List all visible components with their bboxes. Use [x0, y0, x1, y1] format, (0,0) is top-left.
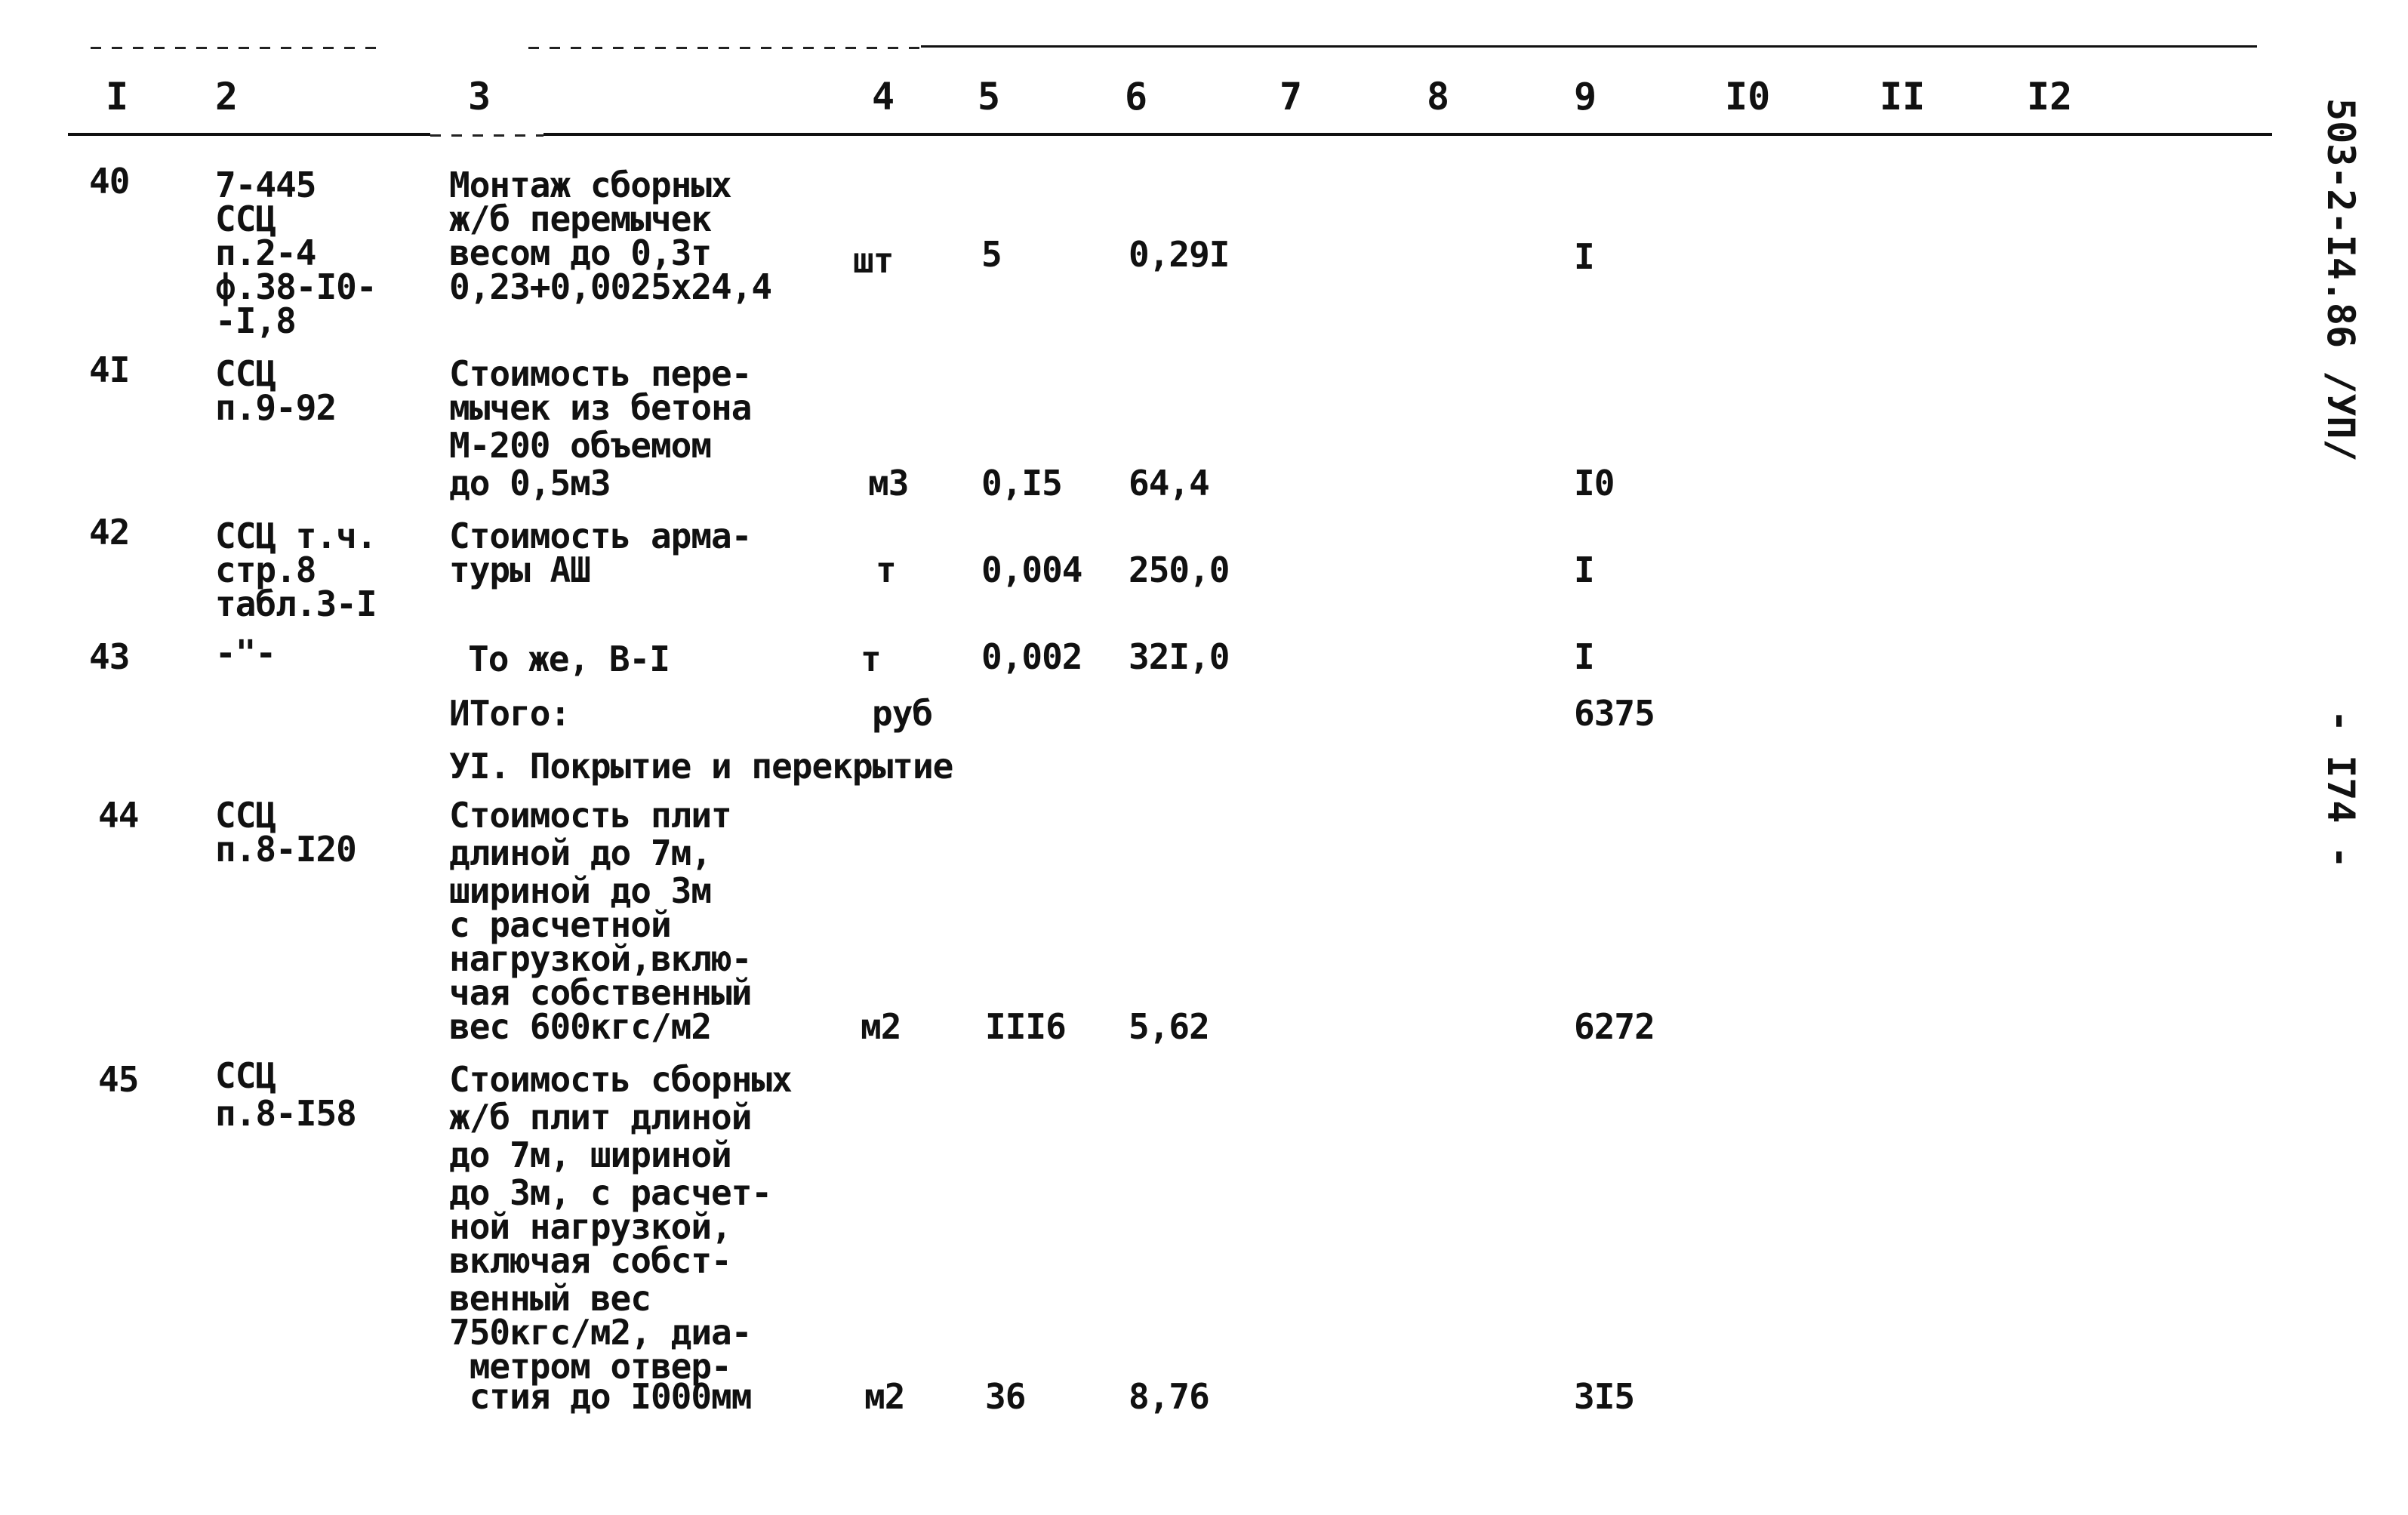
row-unit: шт — [853, 240, 894, 281]
col-header-7: 7 — [1279, 75, 1303, 119]
row-quantity: 36 — [985, 1376, 1026, 1417]
row-desc-line: с расчетной — [449, 904, 671, 945]
row-desc-line: метром отвер- — [449, 1346, 731, 1387]
col-header-3: 3 — [468, 75, 491, 119]
col-header-2: 2 — [215, 75, 239, 119]
row-ref-line: ССЦ — [215, 1055, 276, 1096]
row-ref-line: стр.8 — [215, 550, 316, 590]
row-unit: м2 — [861, 1006, 901, 1047]
row-col9-value: 3I5 — [1574, 1376, 1635, 1417]
row-price: 32I,0 — [1129, 636, 1230, 677]
total-unit: руб — [872, 693, 933, 734]
row-ref-line: 7-445 — [215, 165, 316, 205]
row-price: 8,76 — [1129, 1376, 1209, 1417]
row-quantity: 0,004 — [981, 550, 1082, 590]
row-col9-value: I — [1574, 550, 1594, 590]
row-desc-line: до 3м, с расчет- — [449, 1172, 772, 1213]
row-desc-line: Монтаж сборных — [449, 165, 731, 205]
row-desc-line: вес 600кгс/м2 — [449, 1006, 712, 1047]
row-desc-line: весом до 0,3т — [449, 232, 712, 273]
row-desc-line: длиной до 7м, — [449, 833, 712, 873]
col-header-10: I0 — [1725, 75, 1771, 119]
row-ref-line: ССЦ — [215, 353, 276, 394]
top-rule-dashed-left — [91, 47, 377, 49]
row-ref-line: ф.38-I0- — [215, 266, 377, 307]
row-desc-line: включая собст- — [449, 1240, 731, 1281]
row-desc-line: Стоимость сборных — [449, 1059, 792, 1100]
row-number: 42 — [89, 512, 130, 553]
row-unit: м3 — [868, 463, 909, 503]
total-label: ИТого: — [449, 693, 571, 734]
row-desc-line: Стоимость арма- — [449, 516, 752, 556]
row-desc-line: туры АШ — [449, 550, 590, 590]
total-value: 6375 — [1574, 693, 1655, 734]
header-bottom-rule — [68, 133, 430, 136]
row-col9-value: I0 — [1574, 463, 1615, 503]
row-desc-line: венный вес — [449, 1278, 651, 1319]
row-ref-line: ССЦ т.ч. — [215, 516, 377, 556]
col-header-11: II — [1880, 75, 1926, 119]
row-quantity: 0,I5 — [981, 463, 1062, 503]
col-header-4: 4 — [872, 75, 895, 119]
row-desc-line: ж/б перемычек — [449, 199, 712, 239]
row-number: 45 — [98, 1059, 139, 1100]
row-desc-line: То же, В-I — [468, 639, 670, 679]
row-desc-line: ной нагрузкой, — [449, 1206, 731, 1247]
row-price: 64,4 — [1129, 463, 1209, 503]
row-ref-line: табл.3-I — [215, 584, 377, 624]
row-price: 250,0 — [1129, 550, 1230, 590]
row-desc-line: до 7м, шириной — [449, 1135, 731, 1175]
row-unit: т — [861, 639, 881, 679]
row-ref-line: -I,8 — [215, 300, 296, 341]
row-ref-line: п.8-I58 — [215, 1093, 356, 1134]
row-quantity: 5 — [981, 234, 1002, 275]
row-ref-line: -"- — [215, 633, 276, 673]
row-col9-value: 6272 — [1574, 1006, 1655, 1047]
row-desc-line: ж/б плит длиной — [449, 1097, 752, 1138]
row-desc-line: шириной до 3м — [449, 870, 712, 911]
row-ref-line: п.2-4 — [215, 232, 316, 273]
row-ref-line: ССЦ — [215, 199, 276, 239]
row-col9-value: I — [1574, 636, 1594, 677]
col-header-5: 5 — [978, 75, 1001, 119]
row-desc-line: чая собственный — [449, 972, 752, 1013]
section-heading: УI. Покрытие и перекрытие — [449, 746, 953, 787]
header-bottom-rule-right — [543, 133, 2272, 136]
row-number: 40 — [89, 161, 130, 202]
row-ref-line: п.9-92 — [215, 387, 337, 428]
row-desc-line: нагрузкой,вклю- — [449, 938, 752, 979]
row-quantity: III6 — [985, 1006, 1066, 1047]
row-desc-line: мычек из бетона — [449, 387, 752, 428]
row-ref-line: п.8-I20 — [215, 829, 356, 870]
row-quantity: 0,002 — [981, 636, 1082, 677]
row-number: 43 — [89, 636, 130, 677]
col-header-12: I2 — [2027, 75, 2073, 119]
row-number: 4I — [89, 349, 130, 390]
row-desc-line: до 0,5м3 — [449, 463, 611, 503]
row-desc-line: стия до I000мм — [449, 1376, 752, 1417]
row-number: 44 — [98, 795, 139, 836]
row-unit: т — [876, 550, 896, 590]
col-header-9: 9 — [1574, 75, 1597, 119]
top-rule-dashed-mid — [528, 47, 921, 49]
row-desc-line: Стоимость пере- — [449, 353, 752, 394]
col-header-8: 8 — [1427, 75, 1450, 119]
row-desc-line: М-200 объемом — [449, 425, 712, 466]
page-number: - I74 - — [2319, 710, 2363, 869]
row-col9-value: I — [1574, 236, 1594, 277]
col-header-6: 6 — [1125, 75, 1148, 119]
row-desc-line: 0,23+0,0025х24,4 — [449, 266, 772, 307]
col-header-1: I — [106, 75, 129, 119]
row-desc-line: 750кгс/м2, диа- — [449, 1312, 752, 1353]
header-bottom-rule-dashed — [430, 134, 543, 137]
row-unit: м2 — [864, 1376, 905, 1417]
document-code: 503-2-I4.86 /УП/ — [2319, 98, 2363, 462]
row-desc-line: Стоимость плит — [449, 795, 731, 836]
row-price: 5,62 — [1129, 1006, 1209, 1047]
row-ref-line: ССЦ — [215, 795, 276, 836]
top-rule-solid — [921, 45, 2257, 48]
row-price: 0,29I — [1129, 234, 1230, 275]
